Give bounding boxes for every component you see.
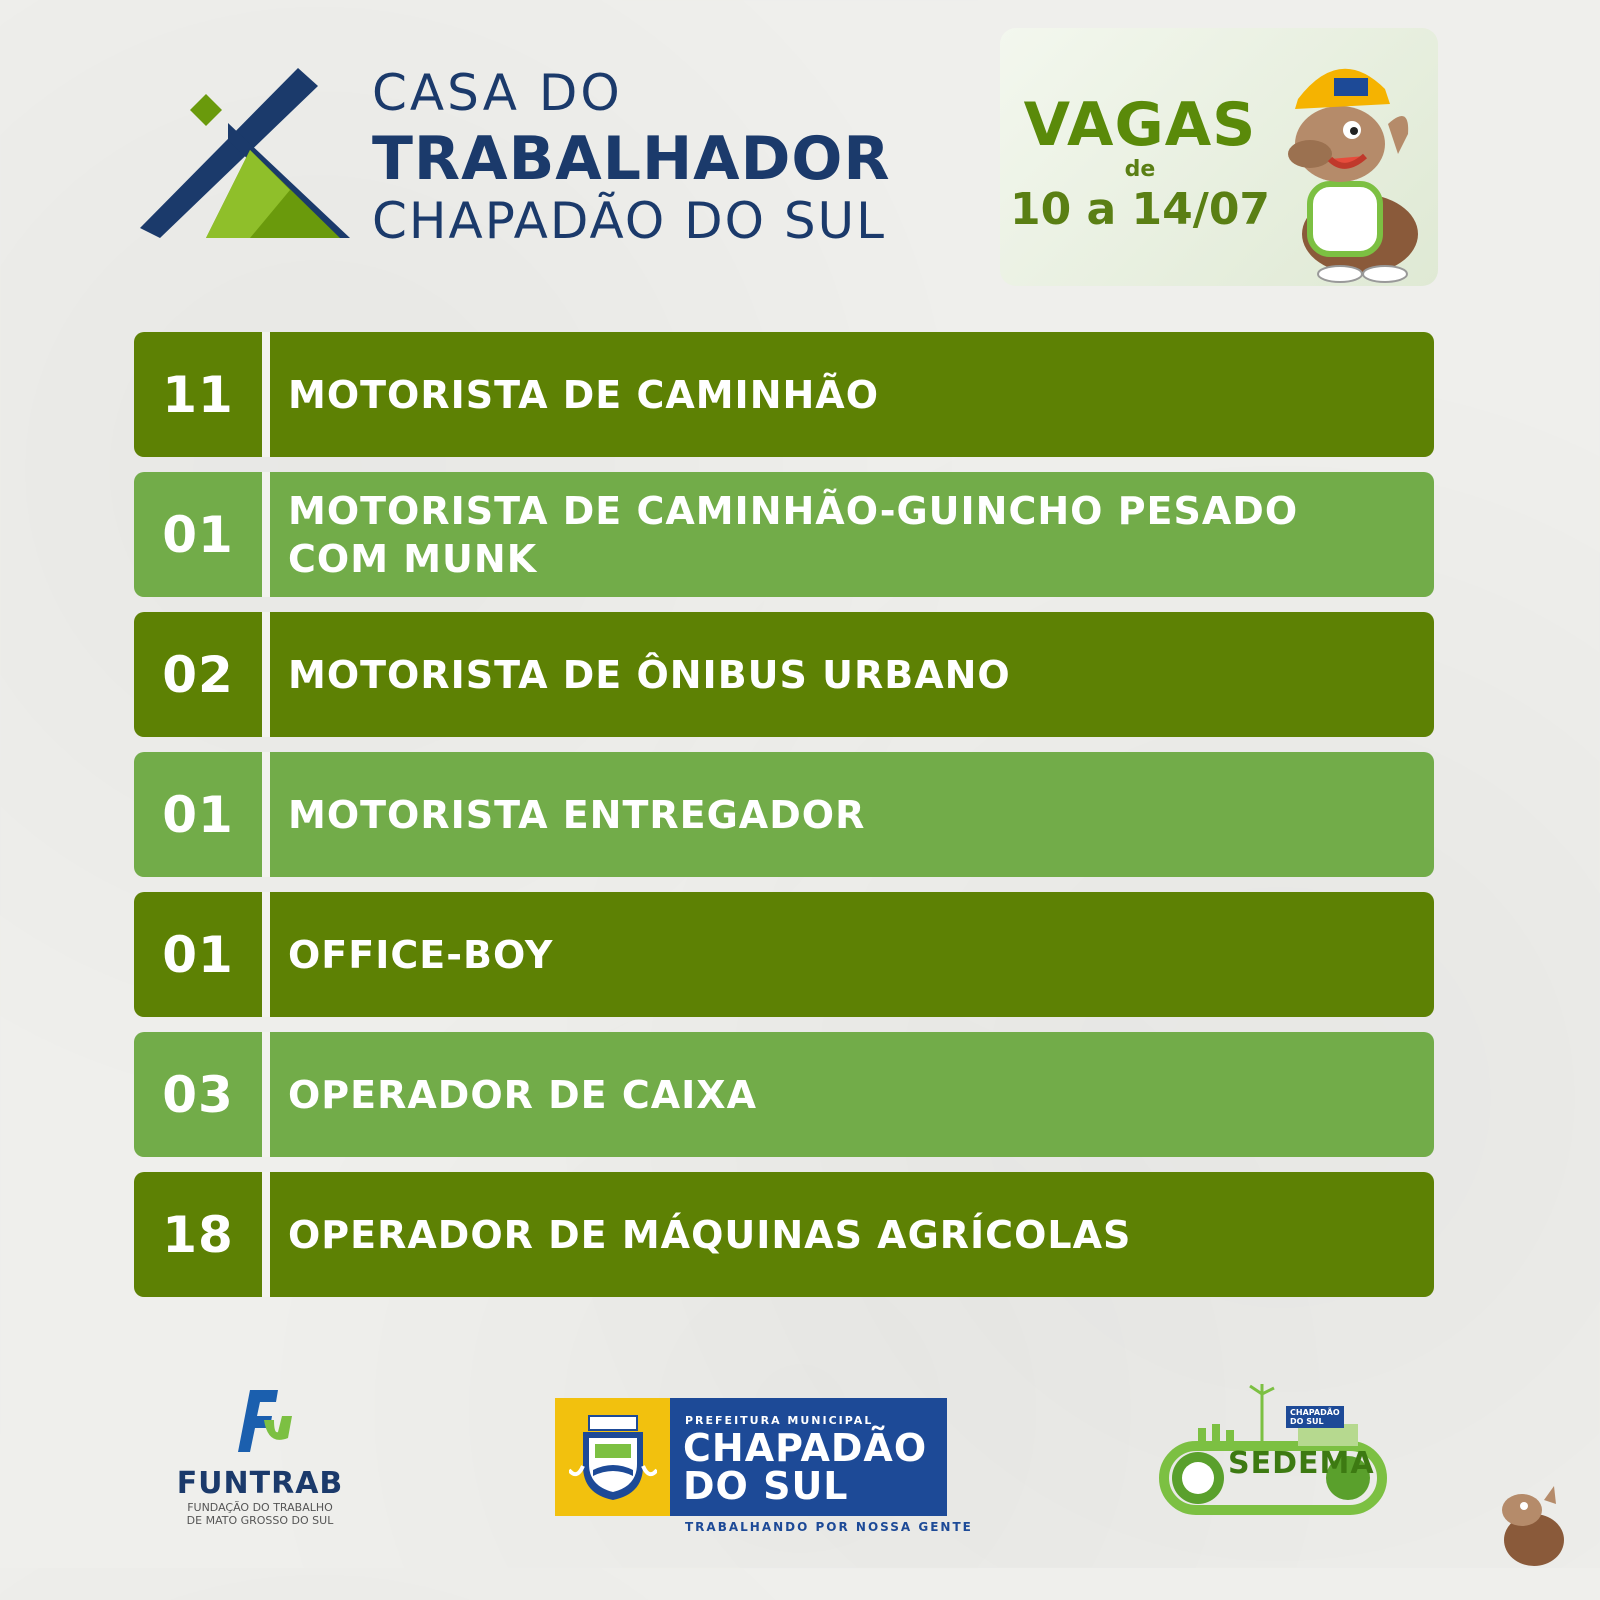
municipal-crest-icon: [569, 1410, 657, 1504]
funtrab-logo: [170, 1380, 350, 1527]
mascot-armadillo-icon: [1270, 34, 1430, 284]
prefeitura-logo: [555, 1398, 973, 1534]
prefeitura-slogan: TRABALHANDO POR NOSSA GENTE: [685, 1520, 973, 1534]
logo-line-city: CHAPADÃO DO SUL: [372, 192, 887, 250]
job-count: 02: [162, 645, 234, 704]
prefeitura-city-line2: DO SUL: [683, 1464, 849, 1508]
funtrab-sub2: DE MATO GROSSO DO SUL: [186, 1514, 334, 1527]
job-title: MOTORISTA DE CAMINHÃO-GUINCHO PESADO COM MUNK: [288, 488, 1299, 581]
job-count: 11: [162, 365, 234, 424]
job-row: [134, 752, 1434, 877]
logo-line-casa-do: CASA DO: [372, 64, 623, 122]
vagas-de: de: [1124, 157, 1156, 182]
casa-do-trabalhador-logo: [140, 60, 960, 260]
mascot-armadillo-small-icon: [1494, 1480, 1568, 1568]
job-divider: [262, 752, 270, 877]
job-count: 01: [162, 925, 234, 984]
job-title: OPERADOR DE MÁQUINAS AGRÍCOLAS: [288, 1212, 1132, 1257]
job-row: [134, 1172, 1434, 1297]
casa-do-trabalhador-logo-icon: [140, 68, 370, 238]
job-divider: [262, 472, 270, 597]
job-divider: [262, 1032, 270, 1157]
job-count: 01: [162, 505, 234, 564]
sedema-logo: [1158, 1384, 1388, 1524]
prefeitura-label: PREFEITURA MUNICIPAL: [685, 1414, 874, 1427]
job-divider: [262, 612, 270, 737]
job-row: [134, 612, 1434, 737]
job-title: OPERADOR DE CAIXA: [288, 1072, 757, 1117]
job-row: [134, 472, 1434, 597]
sedema-badge-line1: CHAPADÃO: [1290, 1408, 1340, 1417]
job-row: [134, 332, 1434, 457]
funtrab-logo-icon: [220, 1380, 300, 1460]
vagas-title: VAGAS: [1023, 90, 1257, 160]
job-count: 03: [162, 1065, 234, 1124]
sedema-name: SEDEMA: [1228, 1446, 1375, 1481]
job-count: 18: [162, 1205, 234, 1264]
job-list: [134, 332, 1434, 1312]
logo-line-trabalhador: TRABALHADOR: [372, 124, 891, 194]
job-title: MOTORISTA DE ÔNIBUS URBANO: [288, 652, 1011, 697]
sedema-badge-line2: DO SUL: [1290, 1417, 1324, 1426]
job-title: OFFICE-BOY: [288, 932, 554, 977]
funtrab-sub1: FUNDAÇÃO DO TRABALHO: [187, 1501, 333, 1514]
job-divider: [262, 332, 270, 457]
funtrab-name: FUNTRAB: [176, 1466, 344, 1501]
job-divider: [262, 1172, 270, 1297]
vagas-dates: 10 a 14/07: [1009, 184, 1271, 235]
job-title: MOTORISTA DE CAMINHÃO: [288, 372, 880, 417]
vagas-text-block: [1000, 92, 1280, 238]
job-row: [134, 1032, 1434, 1157]
job-divider: [262, 892, 270, 1017]
sedema-city-badge: [1286, 1406, 1344, 1428]
job-title: MOTORISTA ENTREGADOR: [288, 792, 866, 837]
vagas-badge: [1000, 28, 1438, 286]
job-row: [134, 892, 1434, 1017]
prefeitura-city-line1: CHAPADÃO: [683, 1426, 928, 1470]
job-count: 01: [162, 785, 234, 844]
